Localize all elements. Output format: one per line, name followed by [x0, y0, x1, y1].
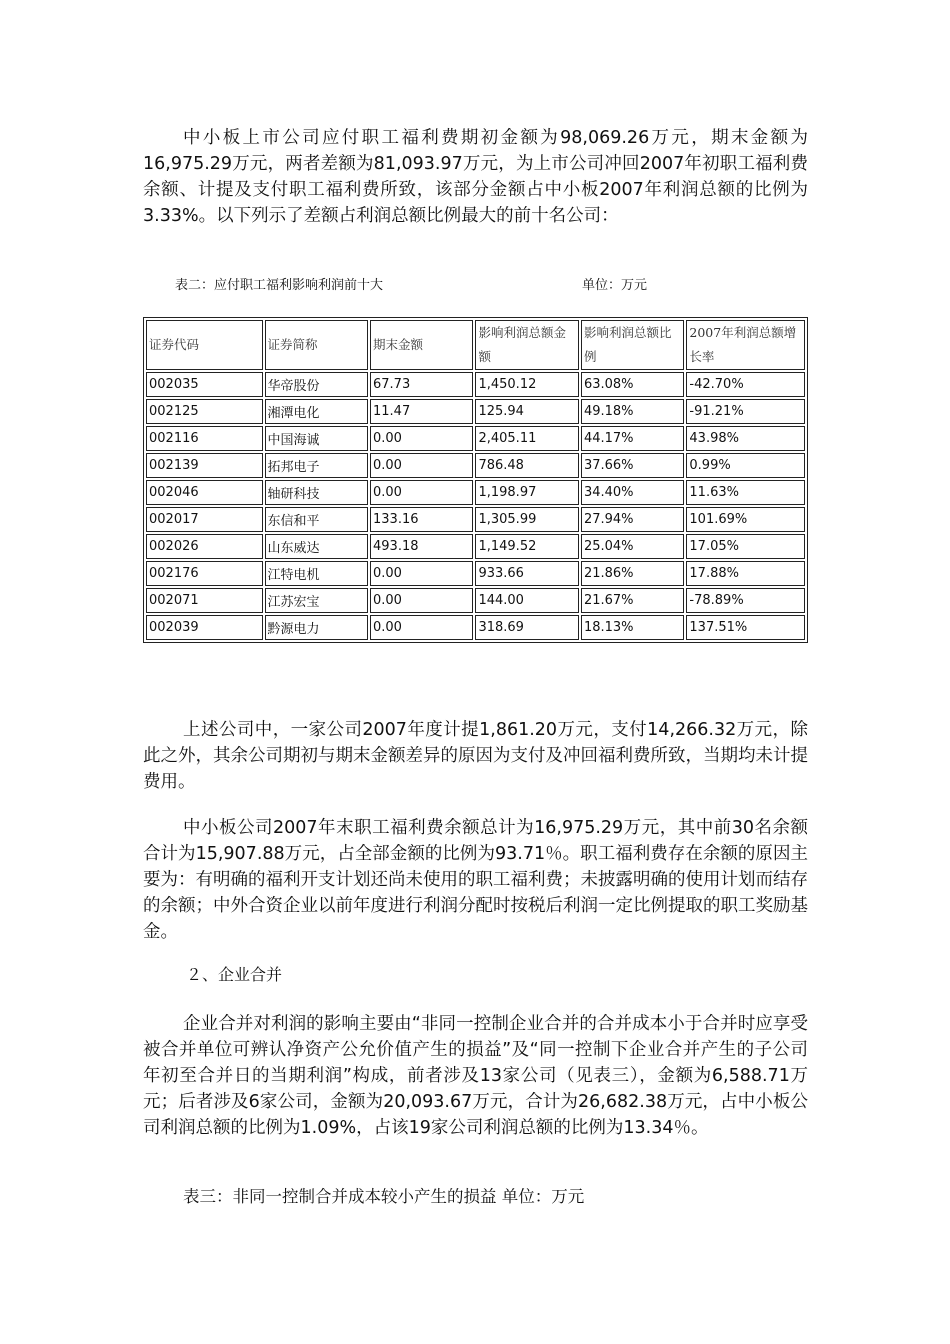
table2 [143, 317, 808, 643]
table-cell: 49.18% [581, 399, 684, 424]
table2-caption: 表二：应付职工福利影响利润前十大 [175, 278, 384, 293]
table-row [146, 534, 805, 559]
table-cell: 133.16 [370, 507, 473, 532]
table-cell: 34.40% [581, 480, 684, 505]
table-cell: 湘潭电化 [265, 399, 368, 424]
table-cell: 002176 [146, 561, 263, 586]
table-cell: 25.04% [581, 534, 684, 559]
header-cell: 影响利润总额比例 [581, 320, 684, 370]
header-cell: 证券代码 [146, 320, 263, 370]
table-cell: 101.69% [686, 507, 805, 532]
table-cell: 27.94% [581, 507, 684, 532]
table-cell: 拓邦电子 [265, 453, 368, 478]
table2-unit: 单位：万元 [582, 278, 648, 293]
table-cell: 0.00 [370, 615, 473, 640]
table-cell: 0.00 [370, 561, 473, 586]
table-cell: 63.08% [581, 372, 684, 397]
header-cell: 期末金额 [370, 320, 473, 370]
table-cell: 18.13% [581, 615, 684, 640]
merger-paragraph: 企业合并对利润的影响主要由“非同一控制企业合并的合并成本小于合并时应享受被合并单位可辨认净资产公允价值产生的损益”及“同一控制下企业合并产生的子公司年初至合并日的当期利润”构成，前者涉及13家公司（见表三），金额为6,588.71万元；后者涉及6家公司，金额为20,093.67万元，合计为26,682.38万元，占中小板公司利润总额的比例为1.09%，占该19家公司利润总额的比例为13.34％。 [143, 1014, 808, 1138]
table-cell: 144.00 [475, 588, 578, 613]
companies-paragraph: 上述公司中，一家公司2007年度计提1,861.20万元，支付14,266.32万元，除此之外，其余公司期初与期末金额差异的原因为支付及冲回福利费所致，当期均未计提费用。 [143, 720, 808, 792]
table-cell: 002116 [146, 426, 263, 451]
table-cell: 002039 [146, 615, 263, 640]
table-cell: 002139 [146, 453, 263, 478]
table-cell: 786.48 [475, 453, 578, 478]
table-cell: 11.47 [370, 399, 473, 424]
table-cell: 137.51% [686, 615, 805, 640]
table-cell: 1,198.97 [475, 480, 578, 505]
header-cell: 影响利润总额金额 [475, 320, 578, 370]
intro-paragraph: 中小板上市公司应付职工福利费期初金额为98,069.26万元，期末金额为16,975.29万元，两者差额为81,093.97万元，为上市公司冲回2007年初职工福利费余额、计提及支付职工福利费所致，该部分金额占中小板2007年利润总额的比例为3.33%。以下列示了差额占利润总额比例最大的前十名公司： [143, 128, 808, 226]
table-cell: 002071 [146, 588, 263, 613]
table-cell: 中国海诚 [265, 426, 368, 451]
table-row [146, 507, 805, 532]
table-cell: 44.17% [581, 426, 684, 451]
table-cell: 江苏宏宝 [265, 588, 368, 613]
table-cell: -78.89% [686, 588, 805, 613]
table-cell: 17.88% [686, 561, 805, 586]
table-row [146, 453, 805, 478]
table-cell: 933.66 [475, 561, 578, 586]
table2-caption-row [175, 274, 795, 293]
table-cell: 11.63% [686, 480, 805, 505]
table-cell: -91.21% [686, 399, 805, 424]
table-row [146, 426, 805, 451]
table-row [146, 615, 805, 640]
table-cell: 125.94 [475, 399, 578, 424]
table-row [146, 399, 805, 424]
table-cell: 67.73 [370, 372, 473, 397]
table-cell: 002026 [146, 534, 263, 559]
table-cell: 东信和平 [265, 507, 368, 532]
table-cell: 0.00 [370, 480, 473, 505]
table-cell: 43.98% [686, 426, 805, 451]
table-row [146, 372, 805, 397]
header-cell: 证券简称 [265, 320, 368, 370]
table-cell: 493.18 [370, 534, 473, 559]
table3-caption: 表三：非同一控制合并成本较小产生的损益 单位：万元 [183, 1187, 585, 1206]
table-cell: 1,450.12 [475, 372, 578, 397]
table-row [146, 561, 805, 586]
table-row [146, 588, 805, 613]
table-cell: -42.70% [686, 372, 805, 397]
table-cell: 江特电机 [265, 561, 368, 586]
table-cell: 21.86% [581, 561, 684, 586]
table-row [146, 480, 805, 505]
section-heading: ２、企业合并 [186, 965, 283, 984]
table-cell: 黔源电力 [265, 615, 368, 640]
table-cell: 华帝股份 [265, 372, 368, 397]
table-cell: 0.00 [370, 453, 473, 478]
balance-paragraph: 中小板公司2007年末职工福利费余额总计为16,975.29万元，其中前30名余额合计为15,907.88万元，占全部金额的比例为93.71％。职工福利费存在余额的原因主要为：有明确的福利开支计划还尚未使用的职工福利费；未披露明确的使用计划而结存的余额；中外合资企业以前年度进行利润分配时按税后利润一定比例提取的职工奖励基金。 [143, 818, 808, 942]
table-cell: 002017 [146, 507, 263, 532]
table-cell: 1,149.52 [475, 534, 578, 559]
table2-header-row [146, 320, 805, 370]
table-cell: 山东威达 [265, 534, 368, 559]
table-cell: 0.00 [370, 426, 473, 451]
header-cell: 2007年利润总额增长率 [686, 320, 805, 370]
table-cell: 002046 [146, 480, 263, 505]
table-cell: 1,305.99 [475, 507, 578, 532]
table-cell: 21.67% [581, 588, 684, 613]
table-cell: 002125 [146, 399, 263, 424]
table-cell: 2,405.11 [475, 426, 578, 451]
table-cell: 0.00 [370, 588, 473, 613]
table-cell: 17.05% [686, 534, 805, 559]
table-cell: 37.66% [581, 453, 684, 478]
table-cell: 0.99% [686, 453, 805, 478]
table-cell: 318.69 [475, 615, 578, 640]
table-cell: 002035 [146, 372, 263, 397]
table-cell: 轴研科技 [265, 480, 368, 505]
